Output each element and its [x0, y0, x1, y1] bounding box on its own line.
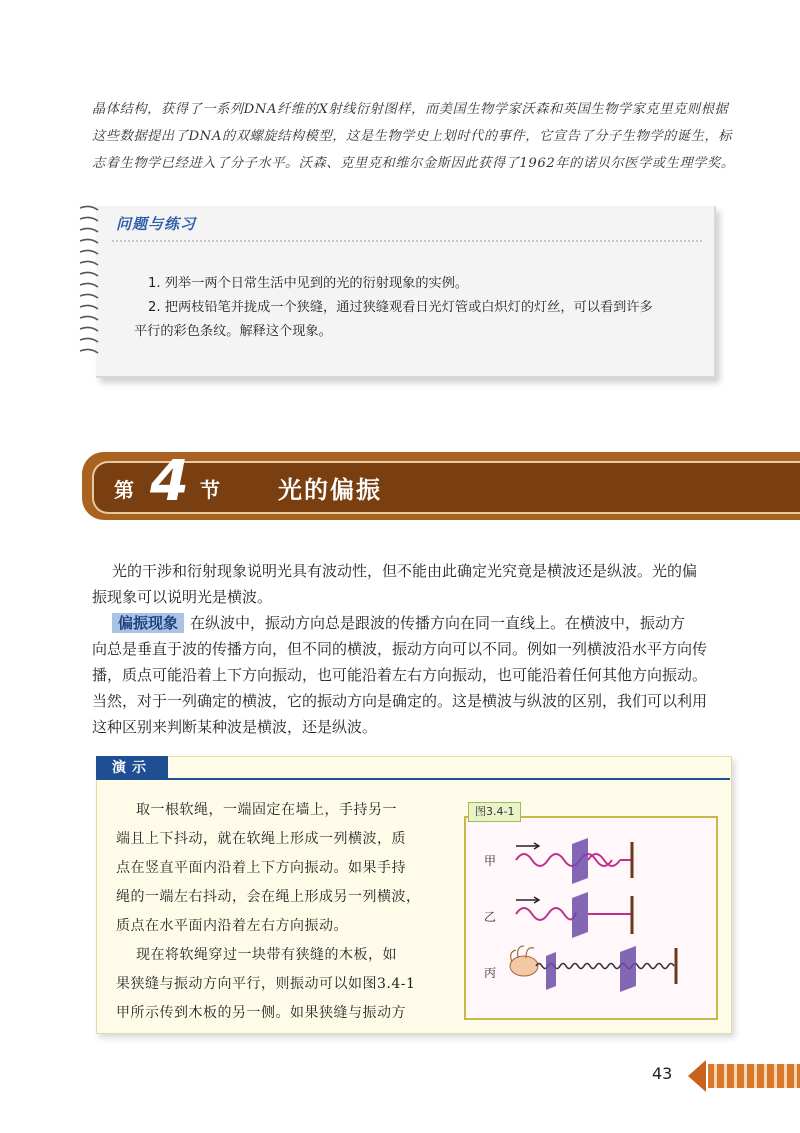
demo-line: 点在竖直平面内沿着上下方向振动。如果手持 [116, 860, 406, 876]
rope-wave-vertical [516, 854, 612, 866]
polarization-figure [464, 816, 714, 1016]
term-tag: 偏振现象 [112, 613, 184, 633]
exercise-list [134, 272, 708, 344]
exercise-item: 1. 列举一两个日常生活中见到的光的衍射现象的实例。 [148, 276, 469, 291]
section-banner-inner [92, 461, 800, 514]
demo-line: 现在将软绳穿过一块带有狭缝的木板，如 [136, 947, 397, 963]
hand-icon [510, 946, 538, 976]
body-line: 这种区别来判断某种波是横波，还是纵波。 [92, 718, 378, 736]
top-paragraph-line: 这些数据提出了DNA的双螺旋结构模型，这是生物学史上划时代的事件，它宣告了分子生物学的诞生，标 [92, 129, 733, 144]
section-suffix: 节 [200, 478, 220, 502]
demo-line: 绳的一端左右抖动，会在绳上形成另一列横波， [116, 889, 421, 905]
section-number: 4 [150, 449, 189, 514]
demo-rule [168, 778, 730, 780]
demo-line: 取一根软绳，一端固定在墙上，手持另一 [136, 802, 397, 818]
exercise-item: 2. 把两枝铅笔并拢成一个狭缝，通过狭缝观看日光灯管或白炽灯的灯丝，可以看到许多 [148, 300, 653, 315]
demo-heading: 演示 [96, 756, 168, 780]
demo-line: 端且上下抖动，就在软绳上形成一列横波，质 [116, 831, 406, 847]
section-title: 光的偏振 [278, 476, 382, 504]
figure-row-label: 丙 [484, 966, 497, 980]
slit-board [620, 946, 636, 992]
slit-board [572, 838, 588, 884]
demo-line: 果狭缝与振动方向平行，则振动可以如图3.4-1 [116, 976, 416, 992]
body-line-tagged [92, 610, 752, 636]
top-paragraph [92, 96, 735, 177]
figure-label: 图3.4-1 [468, 802, 521, 822]
top-paragraph-line: 晶体结构，获得了一系列DNA纤维的X射线衍射图样，而美国生物学家沃森和英国生物学家克里克则根据 [92, 102, 729, 117]
spiral-binding-icon [76, 200, 102, 370]
body-text [92, 558, 752, 740]
body-line: 向总是垂直于波的传播方向，但不同的横波，振动方向可以不同。例如一列横波沿水平方向传 [92, 640, 708, 658]
section-prefix: 第 [114, 478, 134, 502]
demo-text [116, 796, 446, 1028]
body-line: 光的干涉和衍射现象说明光具有波动性，但不能由此确定光究竟是横波还是纵波。光的偏 [112, 562, 698, 580]
demo-line: 甲所示传到木板的另一侧。如果狭缝与振动方 [116, 1005, 406, 1021]
figure-row-label: 乙 [484, 910, 497, 924]
top-paragraph-line: 志着生物学已经进入了分子水平。沃森、克里克和维尔金斯因此获得了1962年的诺贝尔医学或生理学奖。 [92, 156, 735, 171]
exercise-title: 问题与练习 [116, 215, 197, 233]
figure-row-label: 甲 [484, 854, 497, 868]
body-line: 播，质点可能沿着上下方向振动，也可能沿着左右方向振动，也可能沿着任何其他方向振动。 [92, 666, 708, 684]
slit-board [572, 892, 588, 938]
demo-line: 质点在水平面内沿着左右方向振动。 [116, 918, 348, 934]
body-line: 在纵波中，振动方向总是跟波的传播方向在同一直线上。在横波中，振动方 [190, 614, 686, 632]
body-line: 振现象可以说明光是横波。 [92, 588, 273, 606]
exercise-item-continued: 平行的彩色条纹。解释这个现象。 [134, 324, 332, 339]
divider [112, 240, 702, 242]
page-number: 43 [652, 1064, 673, 1083]
body-line: 当然，对于一列确定的横波，它的振动方向是确定的。这是横波与纵波的区别，我们可以利用 [92, 692, 708, 710]
page-arrow-icon [688, 1056, 800, 1096]
